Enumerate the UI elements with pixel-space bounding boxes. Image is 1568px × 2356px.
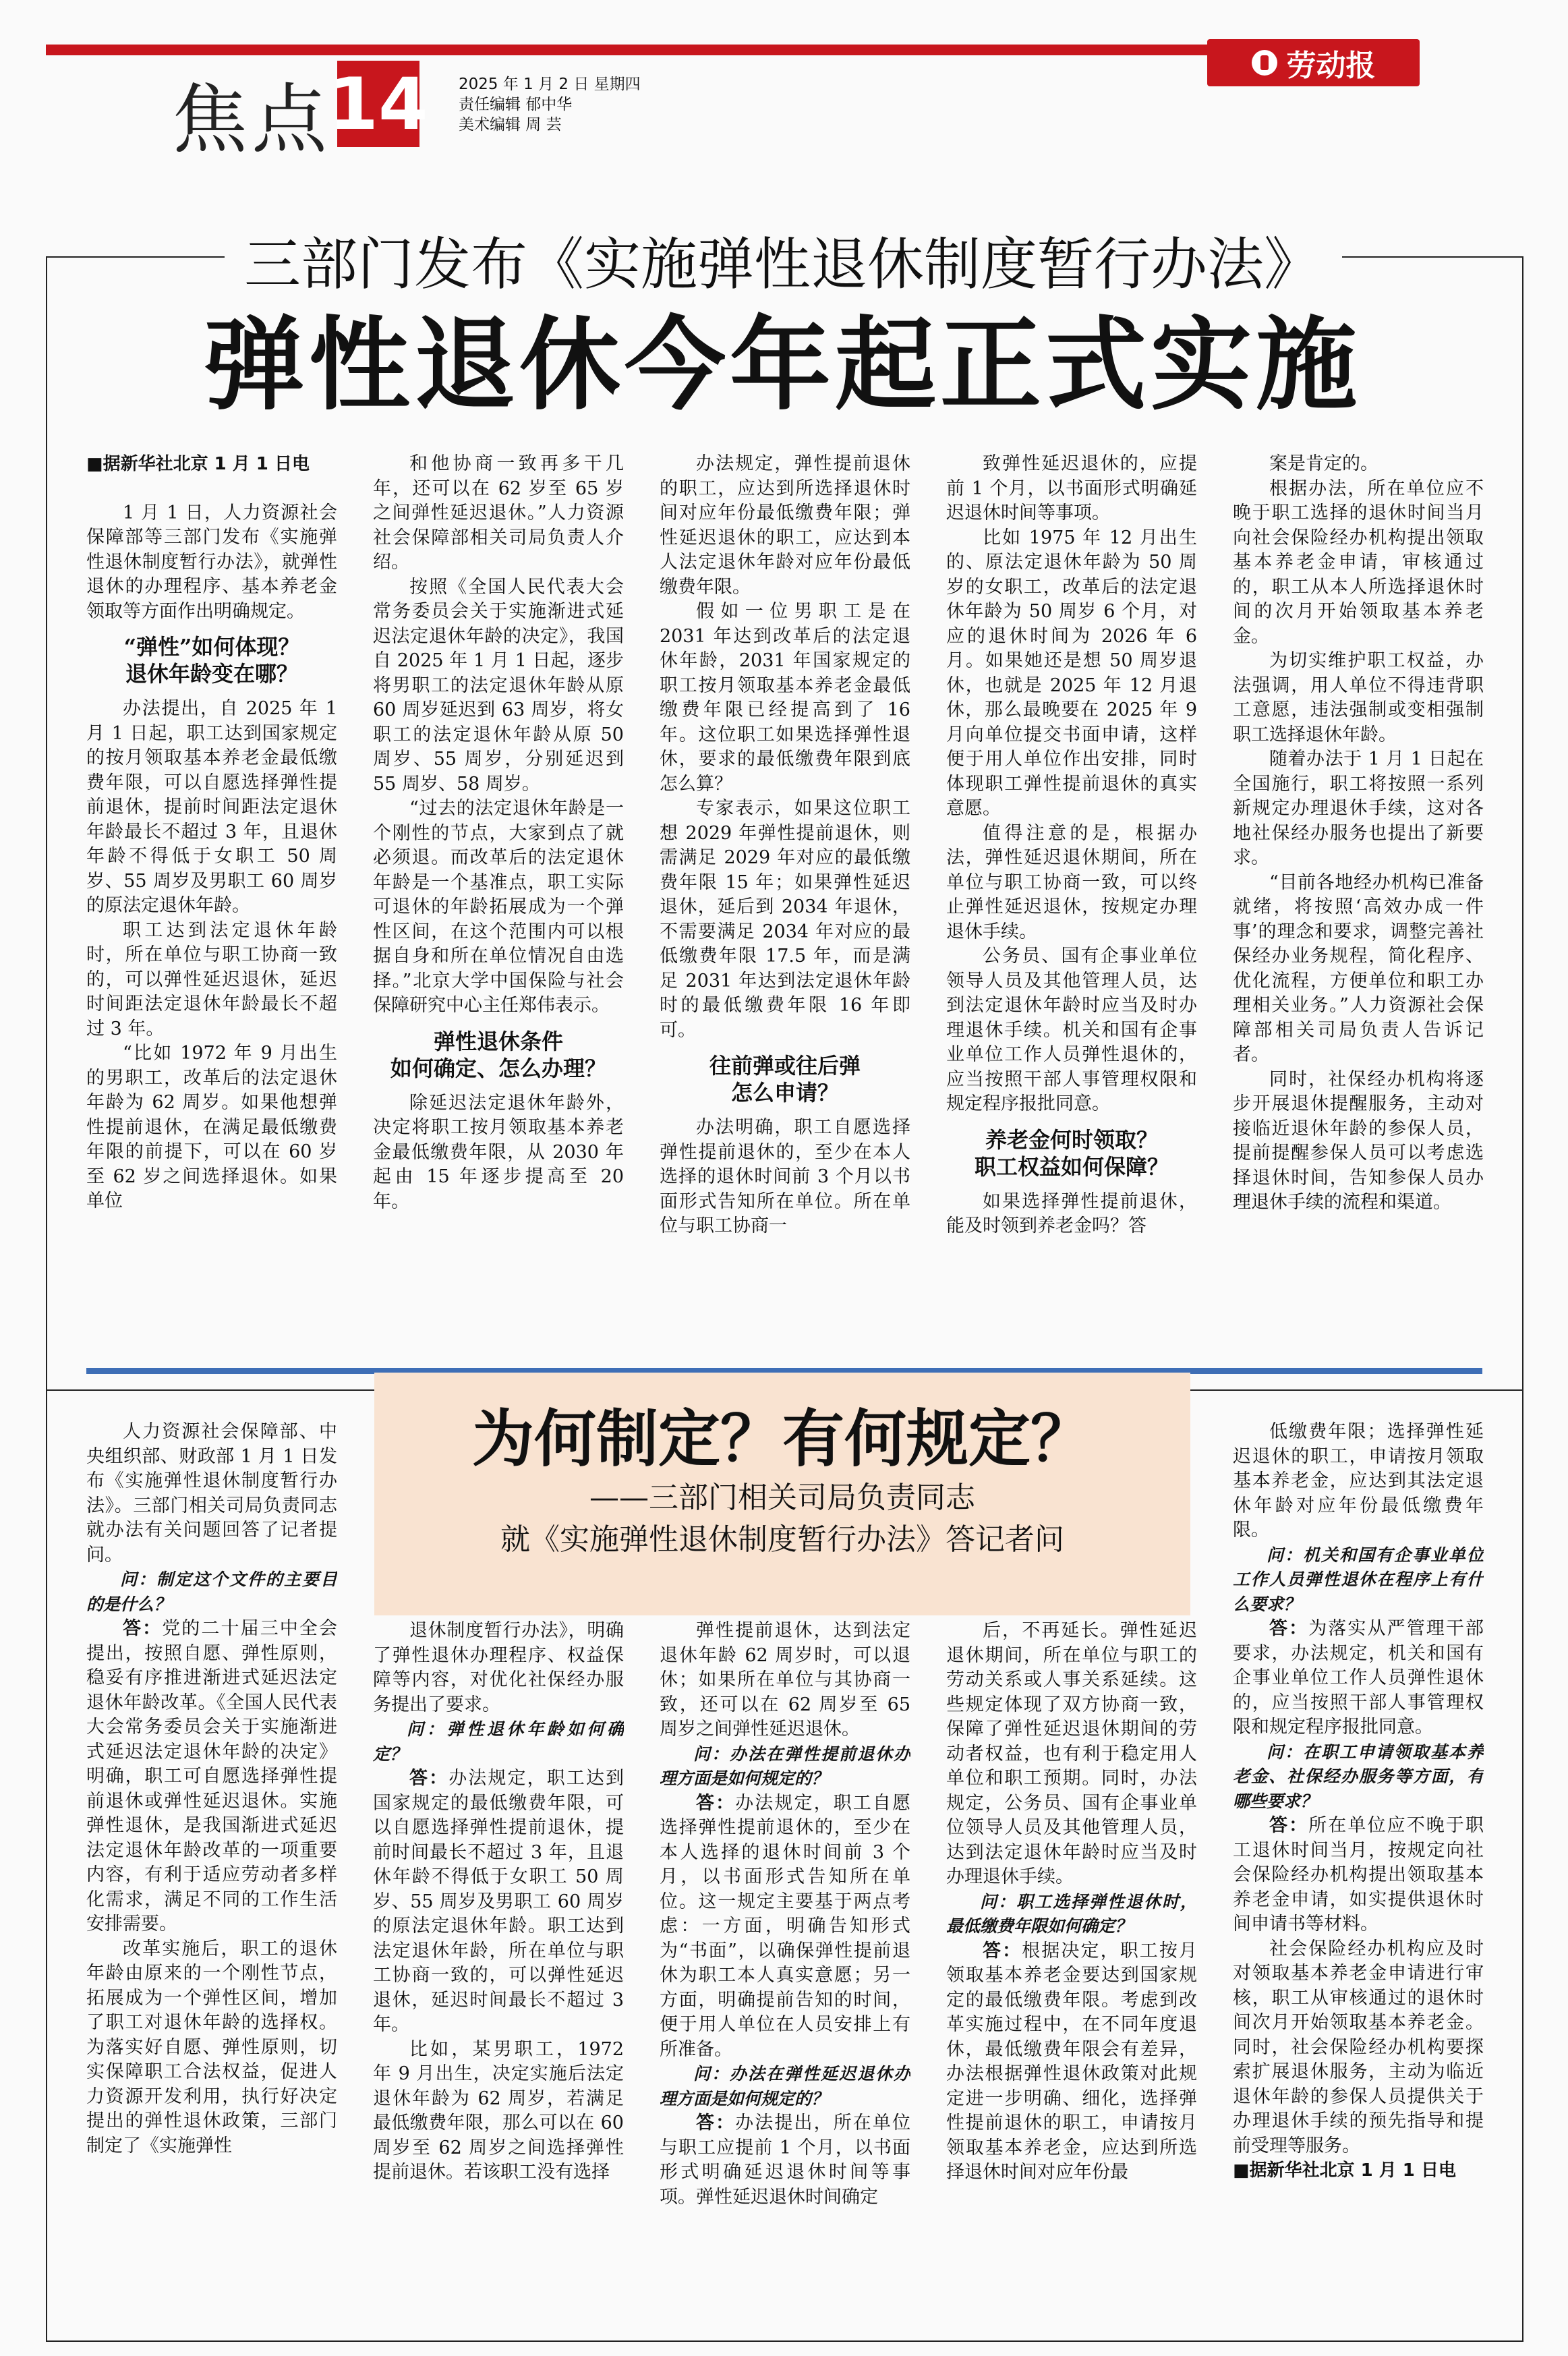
dateline-footer: ■据新华社北京 1 月 1 日电 (1233, 2160, 1456, 2181)
frame-rule-left (46, 256, 225, 258)
paragraph: 和他协商一致再多干几年，还可以在 62 岁至 65 岁之间弹性延迟退休。”人力资源社会保障部相关司局负责人介绍。 (373, 453, 624, 573)
issue-date: 2025 年 1 月 2 日 星期四 (459, 76, 641, 93)
answer-label: 答： (123, 1618, 163, 1639)
paragraph: “过去的法定退休年龄是一个刚性的节点，大家到点了就必须退。而改革后的法定退休年龄是一个基准点，职工实际可退休的年龄拓展成为一个弹性区间，在这个范围内可以根据自身和所在单位情况自由选择。”北京大学中国保险与社会保障研究中心主任郑伟表示。 (373, 798, 624, 1016)
paragraph: 值得注意的是，根据办法，弹性延迟退休期间，所在单位与职工协商一致，可以终止弹性延迟退休，按规定办理退休手续。 (946, 822, 1197, 942)
masthead-meta (459, 74, 641, 135)
paragraph: 除延迟法定退休年龄外，决定将职工按月领取基本养老金最低缴费年限，从 2030 年起由 15 年逐步提高至 20 年。 (373, 1092, 624, 1212)
paragraph: “目前各地经办机构已准备就绪，将按照‘高效办成一件事’的理念和要求，调整完善社保经办业务规程，简化程序、优化流程，方便单位和职工办理相关业务。”人力资源社会保障部相关司局负责人告诉记者。 (1233, 871, 1484, 1065)
answer-label: 答： (1269, 1618, 1309, 1639)
interview-column-1 (86, 1420, 337, 2317)
article-column-3 (660, 452, 910, 1322)
responsible-editor: 责任编辑 郁中华 (459, 96, 573, 113)
article-column-2 (373, 452, 624, 1322)
answer-label: 答： (409, 1768, 449, 1789)
paragraph: 根据办法，所在单位应不晚于职工选择的退休时间当月向社会保险经办机构提出领取基本养老金申请，审核通过的，职工从本人所选择退休时间的次月开始领取基本养老金。 (1233, 478, 1484, 647)
subheading: “弹性”如何体现？ 退休年龄变在哪？ (123, 634, 300, 687)
question: 问：制定这个文件的主要目的是什么？ (86, 1570, 337, 1614)
interview-column-3 (660, 1619, 910, 2317)
question: 问：在职工申请领取基本养老金、社保经办服务等方面，有哪些要求？ (1233, 1742, 1484, 1811)
answer-text: 办法规定，职工达到国家规定的最低缴费年限，可以自愿选择弹性提前退休，提前时间最长不超过 3 年，且退休年龄不得低于女职工 50 周岁、55 周岁及男职工 60 周岁的原法定退休年龄。职工达到法定退休年龄，所在单位与职工协商一致的，可以弹性延迟退休，延迟时间最长不超过 3 年。 (373, 1768, 624, 2035)
paragraph: 如果选择弹性提前退休，能及时领到养老金吗？答 (946, 1190, 1197, 1236)
dateline: ■据新华社北京 1 月 1 日电 (86, 454, 310, 474)
section-title: 焦点 (172, 76, 331, 164)
interview-subtitle-line-1: ——三部门相关司局负责同志 (589, 1481, 975, 1515)
paragraph: 办法提出，自 2025 年 1 月 1 日起，职工达到国家规定的按月领取基本养老金最低缴费年限，可以自愿选择弹性提前退休，提前时间距法定退休年龄最长不超过 3 年，且退休年龄不得低于女职工 50 周岁、55 周岁及男职工 60 周岁的原法定退休年龄。 (86, 698, 337, 916)
answer-text: 为落实从严管理干部要求，办法规定，机关和国有企事业单位工作人员弹性退休的，应当按照干部人事管理权限和规定程序报批同意。 (1233, 1618, 1484, 1737)
paragraph: 为切实维护职工权益，办法强调，用人单位不得违背职工意愿，违法强制或变相强制职工选择退休年龄。 (1233, 650, 1484, 745)
paragraph: 后，不再延长。弹性延迟退休期间，所在单位与职工的劳动关系或人事关系延续。这些规定体现了双方协商一致，保障了弹性延迟退休期间的劳动者权益，也有利于稳定用人单位和职工预期。同时，办法规定，公务员、国有企事业单位领导人员及其他管理人员，达到法定退休年龄时应当及时办理退休手续。 (946, 1620, 1197, 1887)
paragraph: 假如一位男职工是在 2031 年达到改革后的法定退休年龄，2031 年国家规定的职工按月领取基本养老金最低缴费年限已经提高到了 16 年。这位职工如果选择弹性退休，要求的最低缴费年限到底怎么算？ (660, 601, 910, 795)
interview-subtitle-line-2: 就《实施弹性退休制度暂行办法》答记者问 (500, 1522, 1064, 1557)
question: 问：弹性退休年龄如何确定？ (373, 1719, 624, 1764)
answer-text: 所在单位应不晚于职工退休时间当月，按规定向社会保险经办机构提出领取基本养老金申请，如实提供退休时间申请书等材料。 (1233, 1815, 1484, 1934)
subheading: 弹性退休条件 如何确定、怎么办理？ (390, 1028, 606, 1081)
paragraph: 职工达到法定退休年龄时，所在单位与职工协商一致的，可以弹性延迟退休，延迟时间距法定退休年龄最长不超过 3 年。 (86, 919, 337, 1039)
answer (660, 1791, 910, 2063)
paragraph: 办法规定，弹性提前退休的职工，应达到所选择退休时间对应年份最低缴费年限；弹性延迟退休的职工，应达到本人法定退休年龄对应年份最低缴费年限。 (660, 453, 910, 598)
paragraph: 比如，某男职工，1972 年 9 月出生，决定实施后法定退休年龄为 62 周岁，若满足最低缴费年限，那么可以在 60 周岁至 62 周岁之间选择弹性提前退休。若该职工没有选择 (373, 2038, 624, 2183)
paragraph: 社会保险经办机构应及时对领取基本养老金申请进行审核，职工从审核通过的退休时间次月开始领取基本养老金。同时，社会保险经办机构要探索扩展退休服务，主动为临近退休年龄的参保人员提供关于办理退休手续的预先指导和提前受理等服务。 (1233, 1938, 1484, 2156)
interview-subtitle (374, 1477, 1190, 1561)
logo-text: 劳动报 (1286, 49, 1376, 83)
paragraph: 办法明确，职工自愿选择弹性提前退休的，至少在本人选择的退休时间前 3 个月以书面形式告知所在单位。所在单位与职工协商一 (660, 1117, 910, 1236)
answer-label: 答： (1269, 1815, 1309, 1836)
page-number: 14 (337, 61, 419, 147)
answer (373, 1766, 624, 2038)
answer-text: 办法提出，所在单位与职工应提前 1 个月，以书面形式明确延迟退休时间等事项。弹性延迟退休时间确定 (660, 2113, 910, 2208)
paragraph: 低缴费年限；选择弹性延迟退休的职工，申请按月领取基本养老金，应达到其法定退休年龄对应年份最低缴费年限。 (1233, 1421, 1484, 1541)
paragraph: 比如 1975 年 12 月出生的、原法定退休年龄为 50 周岁的女职工，改革后的法定退休年龄为 50 周岁 6 个月，对应的退休时间为 2026 年 6 月。如果她还是想 50 周岁退休，也就是 2025 年 12 月退休，那么最晚要在 2025 年 9 月向单位提交书面申请，这样便于用人单位作出安排，同时体现职工弹性提前退休的真实意愿。 (946, 527, 1197, 819)
answer (1233, 1814, 1484, 1937)
logo-mark-icon (1252, 50, 1277, 76)
article-subtitle: 三部门发布《实施弹性退休制度暂行办法》 (243, 231, 1320, 297)
paragraph: 案是肯定的。 (1269, 453, 1378, 474)
paragraph: 退休制度暂行办法》，明确了弹性退休办理程序、权益保障等内容，对优化社保经办服务提出了要求。 (373, 1620, 624, 1715)
paragraph: 专家表示，如果这位职工想 2029 年弹性提前退休，则需满足 2029 年对应的最低缴费年限 15 年；如果弹性延迟退休，延后到 2034 年退休，不需要满足 2034 年对应的最低缴费年限 17.5 年，而是满足 2031 年达到法定退休年龄时的最低缴费年限 16 年即可。 (660, 798, 910, 1041)
answer (660, 2111, 910, 2210)
paragraph: 致弹性延迟退休的，应提前 1 个月，以书面形式明确延迟退休时间等事项。 (946, 453, 1197, 523)
newspaper-logo (1207, 39, 1420, 86)
subheading: 往前弹或往后弹 怎么申请？ (709, 1053, 861, 1105)
subheading: 养老金何时领取？ 职工权益如何保障？ (974, 1126, 1169, 1180)
art-editor: 美术编辑 周 芸 (459, 116, 562, 134)
question: 问：职工选择弹性退休时，最低缴费年限如何确定？ (946, 1891, 1197, 1936)
answer-text: 根据决定，职工按月领取基本养老金要达到国家规定的最低缴费年限。考虑到改革实施过程中，在不同年度退休，最低缴费年限会有差异，办法根据弹性退休政策对此规定进一步明确、细化，选择弹性提前退休的职工，申请按月领取基本养老金，应达到所选择退休时间对应年份最 (946, 1940, 1197, 2183)
paragraph: 随着办法于 1 月 1 日起在全国施行，职工将按照一系列新规定办理退休手续，这对各地社保经办服务也提出了新要求。 (1233, 749, 1484, 868)
interview-column-2 (373, 1619, 624, 2317)
paragraph: “比如 1972 年 9 月出生的男职工，改革后的法定退休年龄为 62 周岁。如果他想弹性提前退休，在满足最低缴费年限的前提下，可以在 60 岁至 62 岁之间选择退休。如果单位 (86, 1043, 337, 1211)
paragraph: 人力资源社会保障部、中央组织部、财政部 1 月 1 日发布《实施弹性退休制度暂行办法》。三部门相关司局负责同志就办法有关问题回答了记者提问。 (86, 1421, 337, 1565)
article-column-1 (86, 452, 337, 1322)
paragraph: 弹性提前退休，达到法定退休年龄 62 周岁时，可以退休；如果所在单位与其协商一致，还可以在 62 周岁至 65 周岁之间弹性延迟退休。 (660, 1620, 910, 1740)
paragraph: 改革实施后，职工的退休年龄由原来的一个刚性节点，拓展成为一个弹性区间，增加了职工对退休年龄的选择权。为落实好自愿、弹性原则，切实保障职工合法权益，促进人力资源开发利用，执行好决定提出的弹性退休政策，三部门制定了《实施弹性 (86, 1938, 337, 2156)
interview-title: 为何制定？有何规定？ (471, 1402, 1093, 1475)
answer-label: 答： (983, 1940, 1022, 1961)
answer-text: 党的二十届三中全会提出，按照自愿、弹性原则，稳妥有序推进渐进式延迟法定退休年龄改革。《全国人民代表大会常务委员会关于实施渐进式延迟法定退休年龄的决定》明确，职工可自愿选择弹性提前退休或弹性延迟退休。实施弹性退休，是我国渐进式延迟法定退休年龄改革的一项重要内容，有利于适应劳动者多样化需求，满足不同的工作生活安排需要。 (86, 1618, 337, 1934)
answer-label: 答： (696, 1792, 736, 1814)
interview-column-5 (1233, 1420, 1484, 2317)
question: 问：机关和国有企事业单位工作人员弹性退休在程序上有什么要求？ (1233, 1545, 1484, 1614)
article-column-5 (1233, 452, 1484, 1322)
paragraph: 公务员、国有企事业单位领导人员及其他管理人员，达到法定退休年龄时应当及时办理退休手续。机关和国有企事业单位工作人员弹性退休的，应当按照干部人事管理权限和规定程序报批同意。 (946, 946, 1197, 1114)
question: 问：办法在弹性提前退休办理方面是如何规定的？ (660, 1744, 910, 1788)
answer-label: 答： (696, 2113, 736, 2133)
question: 问：办法在弹性延迟退休办理方面是如何规定的？ (660, 2064, 910, 2108)
answer (946, 1939, 1197, 2185)
article-column-4 (946, 452, 1197, 1322)
frame-rule-right (1342, 256, 1522, 258)
paragraph: 同时，社保经办机构将逐步开展退休提醒服务，主动对接临近退休年龄的参保人员，提前提醒参保人员可以考虑选择退休时间，告知参保人员办理退休手续的流程和渠道。 (1233, 1068, 1484, 1213)
interview-column-4 (946, 1619, 1197, 2317)
answer (1233, 1617, 1484, 1740)
paragraph: 1 月 1 日，人力资源社会保障部等三部门发布《实施弹性退休制度暂行办法》，就弹性退休的办理程序、基本养老金领取等方面作出明确规定。 (86, 502, 337, 622)
paragraph: 按照《全国人民代表大会常务委员会关于实施渐进式延迟法定退休年龄的决定》，我国自 2025 年 1 月 1 日起，逐步将男职工的法定退休年龄从原 60 周岁延迟到 63 周岁，将女职工的法定退休年龄从原 50 周岁、55 周岁，分别延迟到 55 周岁、58 周岁。 (373, 576, 624, 795)
answer (86, 1617, 337, 1937)
article-headline: 弹性退休今年起正式实施 (203, 306, 1361, 424)
masthead-rule (46, 45, 1211, 55)
answer-text: 办法规定，职工自愿选择弹性提前退休的，至少在本人选择的退休时间前 3 个月，以书面形式告知所在单位。这一规定主要基于两点考虑：一方面，明确告知形式为“书面”，以确保弹性提前退休为职工本人真实意愿；另一方面，明确提前告知的时间，便于用人单位在人员安排上有所准备。 (660, 1792, 910, 2060)
